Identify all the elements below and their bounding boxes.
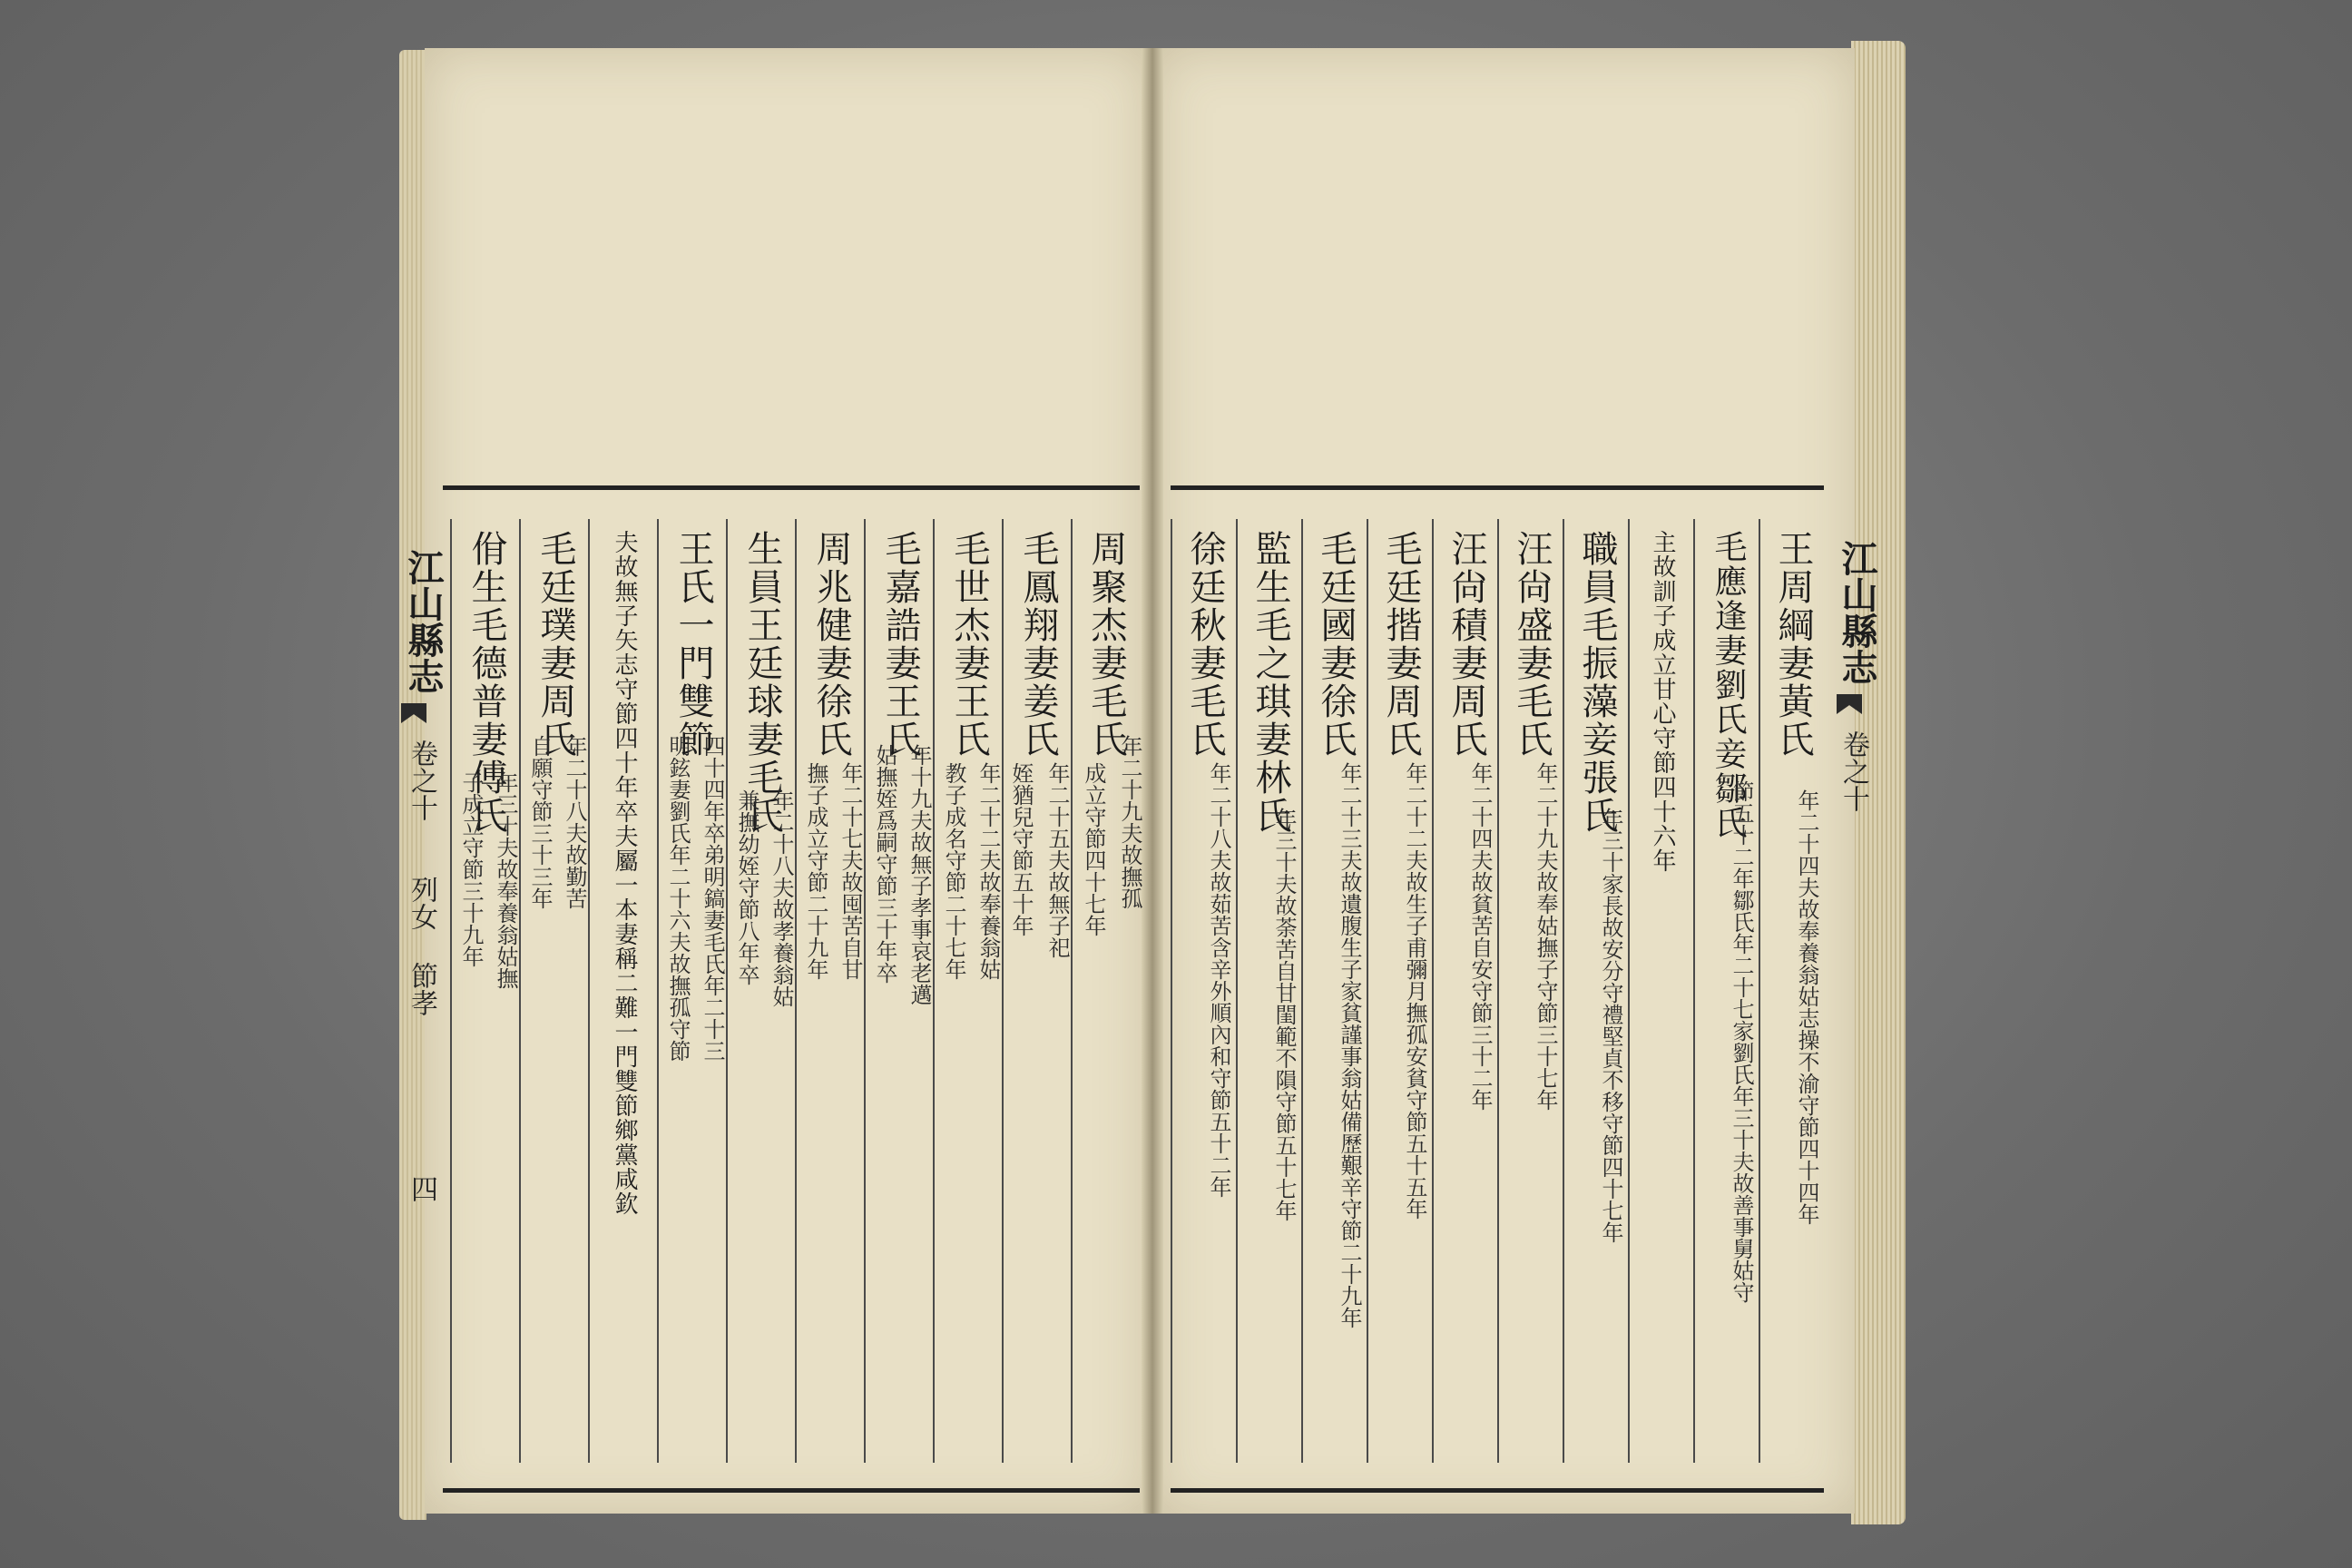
entry-note: 年二十四夫故奉養翁姑志操不渝守節四十四年 xyxy=(1794,789,1819,1225)
entry-note: 年二十四夫故貧苦自安守節三十二年 xyxy=(1467,762,1493,1111)
entry-name: 周聚杰妻毛氏 xyxy=(1085,530,1127,759)
entry-note: 年二十五夫故無子祀 xyxy=(1044,762,1070,958)
entry-note: 教子成名守節二十七年 xyxy=(941,762,966,980)
entry-note: 子成立守節三十九年 xyxy=(458,771,484,967)
text-column xyxy=(1071,519,1140,1463)
entry-note: 年二十八夫故勤苦 xyxy=(562,735,587,909)
right-text-block xyxy=(1171,485,1824,1493)
entry-name: 毛廷璞妻周氏 xyxy=(534,530,576,759)
entry-note: 年二十八夫故孝養翁姑 xyxy=(769,789,794,1007)
entry-note: 年三十夫故荼苦自甘閨範不隕守節五十七年 xyxy=(1271,808,1297,1221)
entry-note: 年二十二夫故奉養翁姑 xyxy=(975,762,1001,980)
entry-name: 王周綱妻黃氏 xyxy=(1772,530,1814,759)
entry-note: 年十九夫故無子孝事哀老邁 xyxy=(906,744,932,1005)
entry-name: 佾生毛德普妻傅氏 xyxy=(466,530,507,835)
entry-name: 毛廷國妻徐氏 xyxy=(1315,530,1357,759)
left-margin-title: 江山縣志 xyxy=(402,549,445,694)
entry-name: 徐廷秋妻毛氏 xyxy=(1184,530,1226,759)
left-margin-section: 列女 節孝 xyxy=(406,876,437,1016)
entry-note: 年二十七夫故囤苦自甘 xyxy=(838,762,863,980)
entry-note: 成立守節四十七年 xyxy=(1081,762,1106,936)
entry-note: 明鉉妻劉氏年二十六夫故撫孤守節 xyxy=(665,735,691,1062)
text-column xyxy=(933,519,1004,1463)
entry-note: 年二十八夫故茹苦含辛外順內和守節五十二年 xyxy=(1206,762,1231,1198)
entry-name: 王氏一門雙節 xyxy=(672,530,714,759)
entry-note: 夫故無子矢志守節四十年卒夫屬一本妻稱二難一門雙節鄉黨咸欽 xyxy=(611,530,638,1216)
entry-note: 年三十家長故安分守禮堅貞不移守節四十七年 xyxy=(1598,808,1623,1243)
left-text-block xyxy=(443,485,1140,1493)
text-column xyxy=(1628,519,1695,1463)
entry-name: 毛世杰妻王氏 xyxy=(948,530,990,759)
entry-note: 年二十三夫故遺腹生子家貧謹事翁姑備歷艱辛守節二十九年 xyxy=(1337,762,1362,1328)
entry-note: 節五十二年鄒氏年二十七家劉氏年三十夫故善事舅姑守 xyxy=(1729,780,1754,1303)
entry-name: 職員毛振藻妾張氏 xyxy=(1576,530,1618,835)
entry-note: 年二十九夫故奉姑撫子守節三十七年 xyxy=(1533,762,1558,1111)
entry-name: 周兆健妻徐氏 xyxy=(810,530,852,759)
right-margin-title: 江山縣志 xyxy=(1836,540,1878,685)
entry-name: 毛鳳翔妻姜氏 xyxy=(1017,530,1059,759)
entry-note: 兼撫幼姪守節八年卒 xyxy=(734,789,760,985)
entry-note: 年二十九夫故撫孤 xyxy=(1117,735,1142,909)
entry-name: 生員王廷球妻毛氏 xyxy=(741,530,783,835)
entry-name: 毛應逢妻劉氏妾鄒氏 xyxy=(1710,530,1747,840)
entry-name: 監生毛之琪妻林氏 xyxy=(1250,530,1291,835)
text-column xyxy=(795,519,866,1463)
entry-note: 主故訓子成立甘心守節四十六年 xyxy=(1649,530,1676,873)
open-book xyxy=(399,41,1906,1529)
entry-name: 毛廷揩妻周氏 xyxy=(1380,530,1422,759)
right-margin-volume: 卷之十 xyxy=(1838,730,1869,812)
text-column xyxy=(450,519,521,1463)
text-column xyxy=(519,519,590,1463)
entry-note: 撫子成立守節二十九年 xyxy=(803,762,828,980)
entry-note: 自願守節三十三年 xyxy=(527,735,553,909)
text-column xyxy=(1002,519,1073,1463)
entry-name: 毛嘉誥妻王氏 xyxy=(879,530,921,759)
entry-note: 姑撫姪爲嗣守節三十年卒 xyxy=(872,744,897,984)
entry-note: 年三十夫故奉養翁姑撫 xyxy=(493,771,518,989)
entry-note: 年二十二夫故生子甫彌月撫孤安貧守節五十五年 xyxy=(1402,762,1427,1220)
left-margin-page: 四 xyxy=(406,1175,437,1202)
entry-name: 汪尙盛妻毛氏 xyxy=(1511,530,1553,759)
text-column xyxy=(588,519,659,1463)
left-margin-volume: 卷之十 xyxy=(406,740,437,821)
entry-name: 汪尙積妻周氏 xyxy=(1446,530,1487,759)
entry-note: 姪猶兒守節五十年 xyxy=(1008,762,1034,936)
entry-note: 四十四年卒弟明鎬妻毛氏年二十三 xyxy=(700,735,725,1062)
